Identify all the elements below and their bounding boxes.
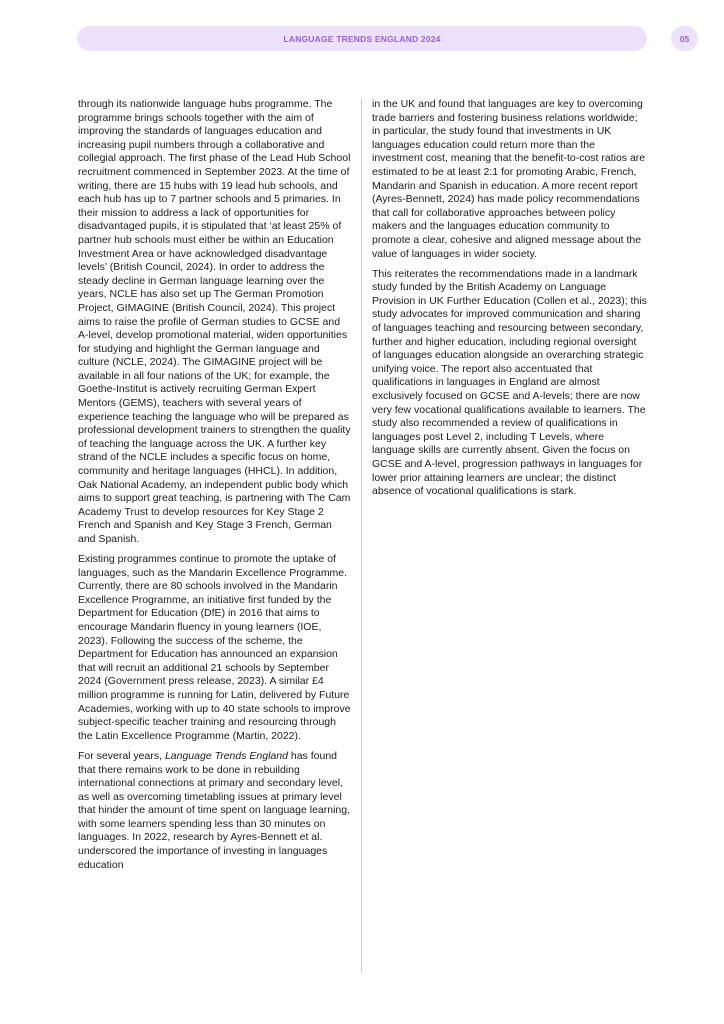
page-number: 05 bbox=[679, 33, 690, 44]
header-title: LANGUAGE TRENDS ENGLAND 2024 bbox=[283, 33, 441, 44]
left-paragraph-3-body: has found that there remains work to be done in rebuilding international connections at primary and secondary level, as well as overcoming timetabling issues at primary level that hinder the amount of time spent on language learning, with some learners spending less than 30 minutes on languages. In 2022, research by Ayres-Bennett et al. underscored the importance of investing in languages education bbox=[78, 749, 351, 871]
running-header bbox=[77, 26, 647, 51]
left-paragraph-3 bbox=[78, 750, 352, 872]
page-number-badge bbox=[671, 26, 698, 51]
column-divider bbox=[361, 98, 362, 973]
right-paragraph-1: in the UK and found that languages are key to overcoming trade barriers and fostering business relations worldwide; in particular, the study found that investments in UK languages education could return more than the investment cost, meaning that the benefit-to-cost ratios are estimated to be at least 2:1 for promoting Arabic, French, Mandarin and Spanish in education. A more recent report (Ayres-Bennett, 2024) has made policy recommendations that call for collaborative approaches between policy makers and the languages education community to promote a clear, cohesive and aligned message about the value of languages in wider society. bbox=[372, 98, 646, 260]
left-paragraph-3-lead: For several years, bbox=[78, 749, 165, 762]
left-paragraph-1: through its nationwide language hubs programme. The programme brings schools together with the aim of improving the standards of languages education and increasing pupil numbers through a collaborative and collegial approach. The first phase of the Lead Hub School recruitment commenced in September 2023. At the time of writing, there are 15 hubs with 19 lead hub schools, and each hub has up to 7 partner schools and 5 primaries. In their mission to address a lack of opportunities for disadvantaged pupils, it is stipulated that ‘at least 25% of partner hub schools must either be within an Education Investment Area or have acknowledged disadvantage levels’ (British Council, 2024). In order to address the steady decline in German language learning over the years, NCLE has also set up The German Promotion Project, GIMAGINE (British Council, 2024). This project aims to raise the profile of German studies to GCSE and A-level, develop promotional material, widen opportunities for studying and highlight the German language and culture (NCLE, 2024). The GIMAGINE project will be available in all four nations of the UK; for example, the Goethe-Institut is actively recruiting German Expert Mentors (GEMS), teachers with several years of experience teaching the language who will be prepared as professional development trainers to strengthen the quality of teaching the language across the UK. A further key strand of the NCLE includes a specific focus on home, community and heritage languages (HHCL). In addition, Oak National Academy, an independent public body which aims to support great teaching, is partnering with The Cam Academy Trust to develop resources for Key Stage 2 French and Spanish and Key Stage 3 French, German and Spanish. bbox=[78, 98, 351, 545]
left-column bbox=[78, 98, 352, 879]
left-paragraph-2: Existing programmes continue to promote the uptake of languages, such as the Mandarin Excellence Programme. Currently, there are 80 schools involved in the Mandarin Excellence Programme, an initiative first funded by the Department for Education (DfE) in 2016 that aims to encourage Mandarin fluency in young learners (IOE, 2023). Following the success of the scheme, the Department for Education has announced an expansion that will recruit an additional 21 schools by September 2024 (Government press release, 2023). A similar £4 million programme is running for Latin, delivered by Future Academies, working with up to 40 state schools to improve subject-specific teacher training and resourcing through the Latin Excellence Programme (Martin, 2022). bbox=[78, 553, 351, 742]
publication-title: Language Trends England bbox=[164, 749, 288, 762]
right-paragraph-2: This reiterates the recommendations made in a landmark study funded by the British Academy on Language Provision in UK Further Education (Collen et al., 2023); this study advocates for improved communication and sharing of languages teaching and resourcing between secondary, further and higher education, including regional oversight of languages education alongside an overarching strategic unifying voice. The report also accentuated that qualifications in languages in England are almost exclusively focused on GCSE and A-levels; there are now very few vocational qualifications available to learners. The study also recommended a review of qualifications in languages post Level 2, including T Levels, where language skills are currently absent. Given the focus on GCSE and A-level, progression pathways in languages for lower prior attaining learners are unclear; the distinct absence of vocational qualifications is stark. bbox=[372, 267, 647, 498]
right-column bbox=[372, 98, 648, 505]
